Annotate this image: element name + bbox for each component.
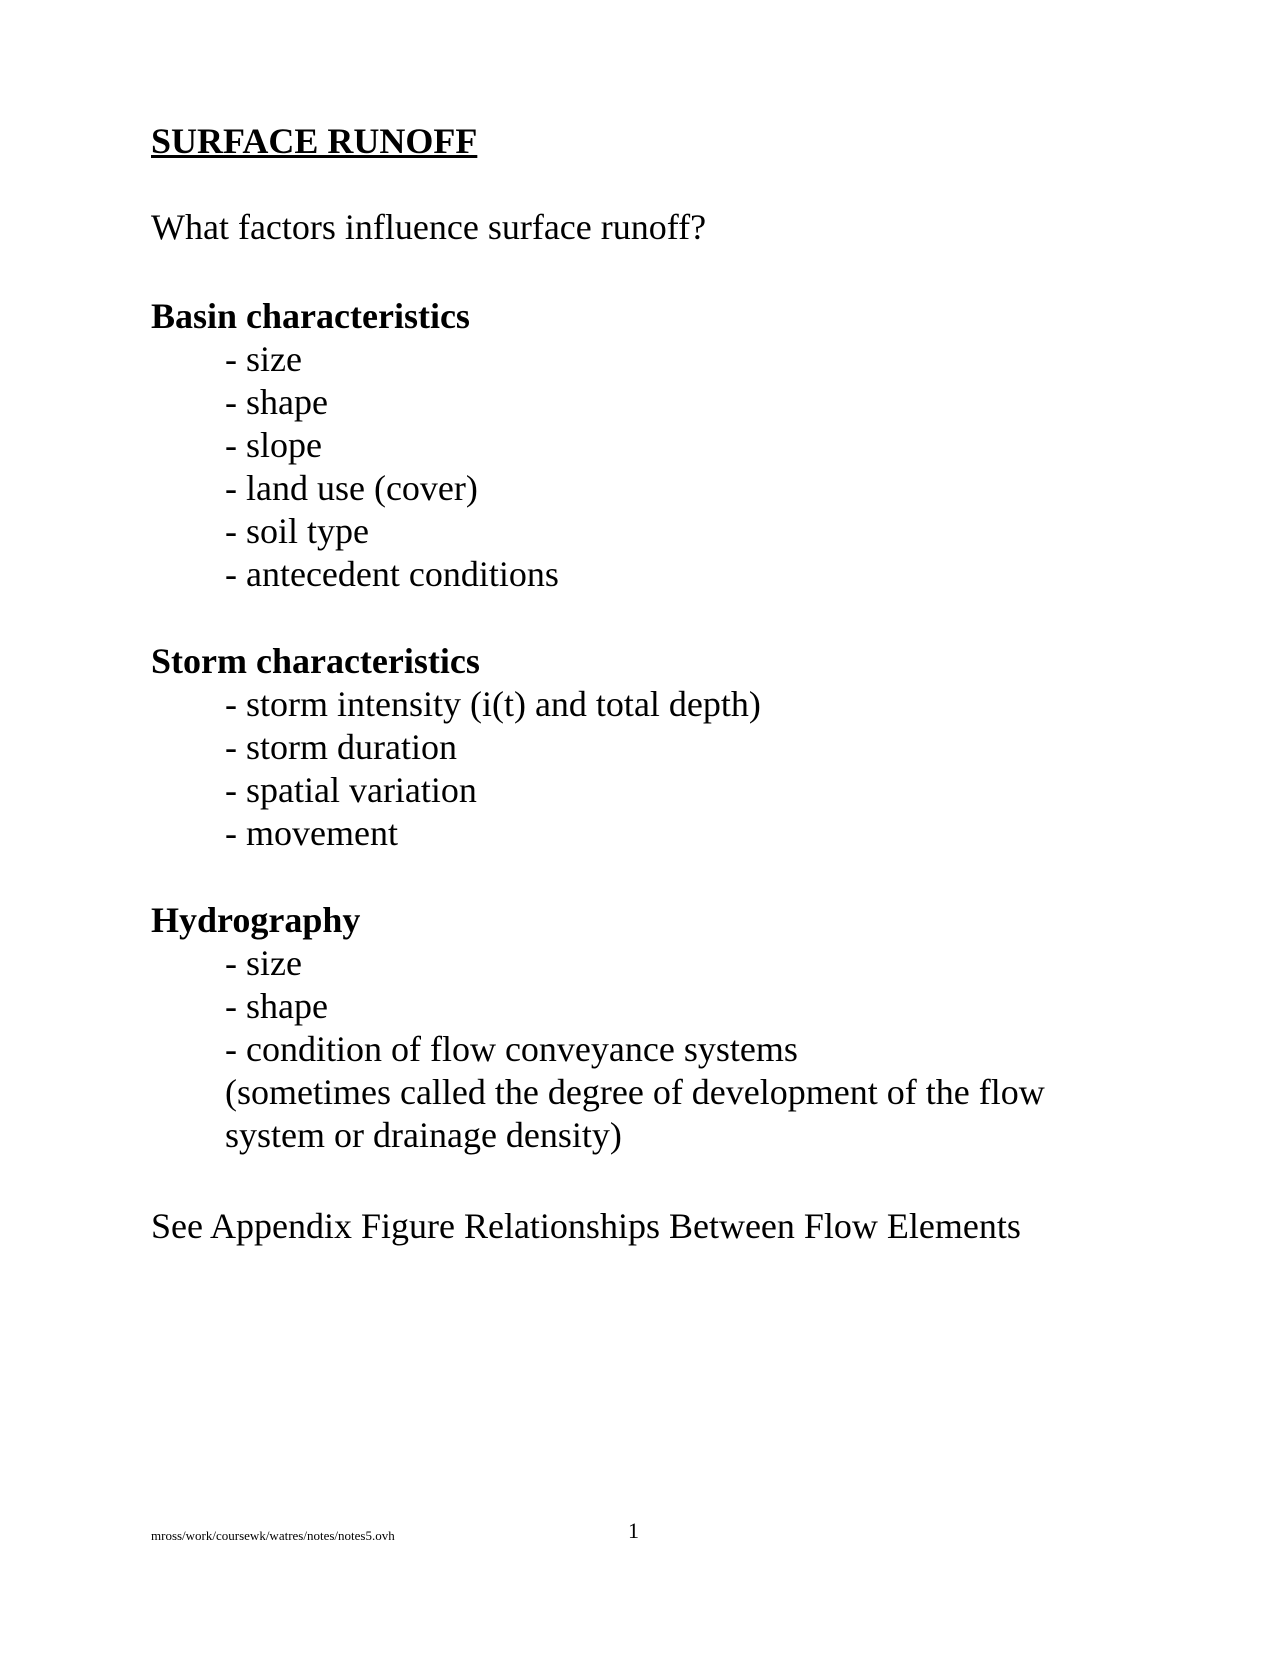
footer-file-path: mross/work/coursewk/watres/notes/notes5.ovh	[151, 1528, 395, 1543]
note-line: system or drainage density)	[225, 1115, 622, 1155]
section-heading: Hydrography	[151, 900, 361, 940]
list-item: - land use (cover)	[225, 468, 478, 508]
section-heading: Basin characteristics	[151, 296, 470, 336]
list-item: - condition of flow conveyance systems	[225, 1029, 798, 1069]
note-line: (sometimes called the degree of development of the flow	[225, 1072, 1045, 1112]
list-item: - antecedent conditions	[225, 554, 559, 594]
list-item: - movement	[225, 813, 398, 853]
appendix-reference: See Appendix Figure Relationships Between Flow Elements	[151, 1206, 1021, 1246]
list-item: - storm intensity (i(t) and total depth)	[225, 684, 761, 724]
page-title: SURFACE RUNOFF	[151, 121, 478, 161]
list-item: - spatial variation	[225, 770, 477, 810]
list-item: - shape	[225, 382, 328, 422]
list-item: - size	[225, 339, 302, 379]
factor-list	[151, 683, 761, 855]
page-number: 1	[628, 1518, 639, 1543]
list-item: - size	[225, 943, 302, 983]
section-storm-characteristics	[151, 640, 761, 855]
list-item: - slope	[225, 425, 322, 465]
section-hydrography	[151, 899, 1045, 1157]
section-basin-characteristics	[151, 295, 559, 596]
list-item: - storm duration	[225, 727, 457, 767]
section-heading: Storm characteristics	[151, 641, 480, 681]
factor-list	[151, 338, 559, 596]
intro-question: What factors influence surface runoff?	[151, 207, 707, 247]
list-item: - shape	[225, 986, 328, 1026]
list-item: - soil type	[225, 511, 369, 551]
factor-list	[151, 942, 1045, 1071]
